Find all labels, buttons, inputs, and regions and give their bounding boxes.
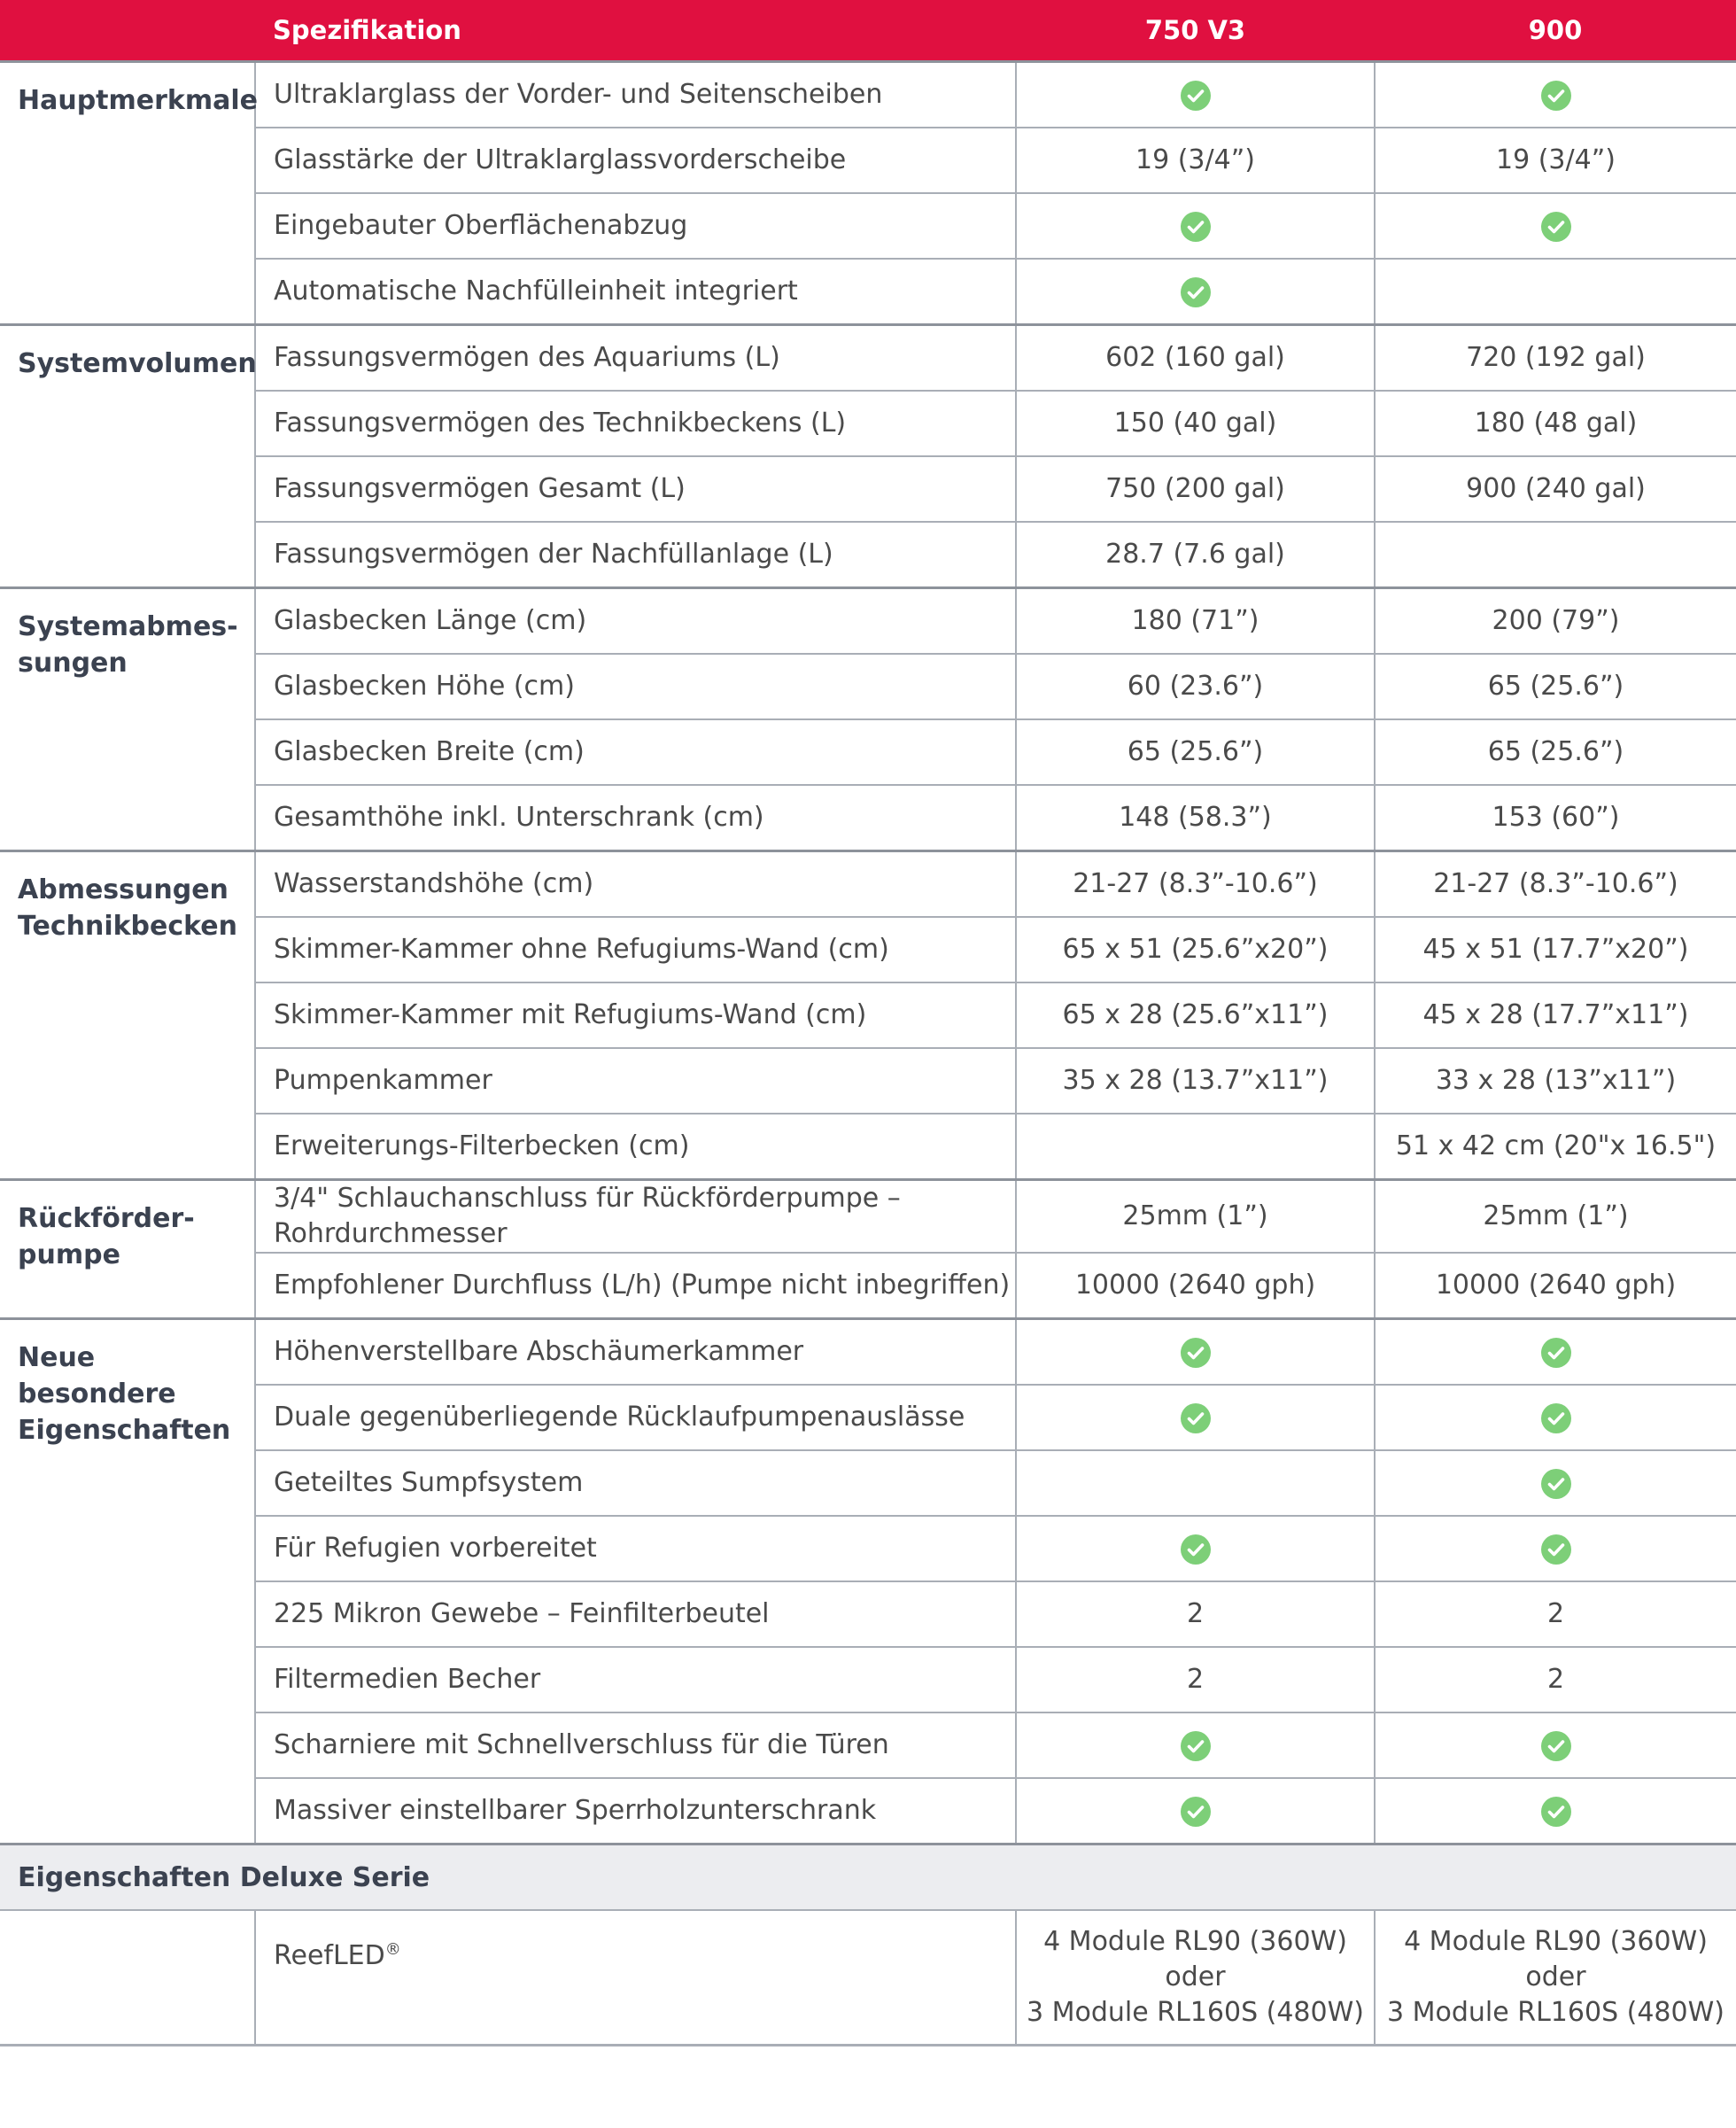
value-750-cell xyxy=(1016,62,1375,128)
check-circle-icon xyxy=(1181,1534,1211,1565)
value-750-cell xyxy=(1016,1712,1375,1778)
empty-category-cell xyxy=(0,1910,255,2046)
reefled-option-line: 3 Module RL160S (480W) xyxy=(1027,1997,1364,2028)
value-900-cell: 45 x 28 (17.7”x11”) xyxy=(1375,982,1736,1048)
header-empty xyxy=(0,0,255,62)
value-900-cell: 51 x 42 cm (20"x 16.5") xyxy=(1375,1114,1736,1180)
value-900-cell: 10000 (2640 gph) xyxy=(1375,1253,1736,1319)
value-900-cell: 2 xyxy=(1375,1647,1736,1712)
table-row xyxy=(0,193,1736,259)
value-750-cell: 65 x 28 (25.6”x11”) xyxy=(1016,982,1375,1048)
check-circle-icon xyxy=(1541,81,1571,111)
check-circle-icon xyxy=(1181,1797,1211,1827)
value-750-cell xyxy=(1016,1385,1375,1450)
header-model-750: 750 V3 xyxy=(1016,0,1375,62)
spec-label: Automatische Nachfülleinheit integriert xyxy=(255,259,1016,325)
spec-body xyxy=(0,62,1736,2046)
value-900-cell: 153 (60”) xyxy=(1375,785,1736,851)
value-900-cell xyxy=(1375,1319,1736,1386)
spec-label: Massiver einstellbarer Sperrholzunterschrank xyxy=(255,1778,1016,1845)
value-750-cell xyxy=(1016,1910,1375,2046)
table-row xyxy=(0,1450,1736,1516)
value-750-cell: 28.7 (7.6 gal) xyxy=(1016,522,1375,588)
value-750-cell: 180 (71”) xyxy=(1016,588,1375,655)
reefled-option-line: 3 Module RL160S (480W) xyxy=(1387,1997,1724,2028)
check-circle-icon xyxy=(1181,1731,1211,1761)
value-900-cell xyxy=(1375,259,1736,325)
value-900-cell xyxy=(1375,1712,1736,1778)
check-circle-icon xyxy=(1181,1403,1211,1433)
header-spec: Spezifikation xyxy=(255,0,1016,62)
header-row xyxy=(0,0,1736,62)
spec-label: Geteiltes Sumpfsystem xyxy=(255,1450,1016,1516)
table-row xyxy=(0,982,1736,1048)
spec-label: Für Refugien vorbereitet xyxy=(255,1516,1016,1581)
table-row xyxy=(0,719,1736,785)
value-900-cell xyxy=(1375,1516,1736,1581)
value-900-cell: 200 (79”) xyxy=(1375,588,1736,655)
check-circle-icon xyxy=(1181,212,1211,242)
category-label: Systemabmes- sungen xyxy=(0,588,255,851)
table-row xyxy=(0,1712,1736,1778)
value-750-cell xyxy=(1016,1516,1375,1581)
value-900-cell: 45 x 51 (17.7”x20”) xyxy=(1375,917,1736,982)
check-circle-icon xyxy=(1541,212,1571,242)
registered-mark: ® xyxy=(384,1940,401,1959)
value-750-cell: 19 (3/4”) xyxy=(1016,128,1375,193)
spec-label: Glasbecken Höhe (cm) xyxy=(255,654,1016,719)
check-circle-icon xyxy=(1181,277,1211,307)
check-circle-icon xyxy=(1541,1469,1571,1499)
spec-label: Fassungsvermögen der Nachfüllanlage (L) xyxy=(255,522,1016,588)
value-750-cell: 148 (58.3”) xyxy=(1016,785,1375,851)
table-row xyxy=(0,325,1736,392)
spec-label: Pumpenkammer xyxy=(255,1048,1016,1114)
value-900-cell: 19 (3/4”) xyxy=(1375,128,1736,193)
spec-label: Glasbecken Länge (cm) xyxy=(255,588,1016,655)
header-model-900: 900 xyxy=(1375,0,1736,62)
table-row xyxy=(0,654,1736,719)
category-label: Rückförder- pumpe xyxy=(0,1180,255,1319)
reefled-option-line: oder xyxy=(1525,1961,1586,1992)
value-750-cell: 750 (200 gal) xyxy=(1016,456,1375,522)
value-900-cell: 2 xyxy=(1375,1581,1736,1647)
value-900-cell xyxy=(1375,1910,1736,2046)
table-row xyxy=(0,917,1736,982)
value-900-cell xyxy=(1375,522,1736,588)
value-750-cell: 65 x 51 (25.6”x20”) xyxy=(1016,917,1375,982)
value-750-cell xyxy=(1016,1114,1375,1180)
check-circle-icon xyxy=(1541,1731,1571,1761)
spec-label: Empfohlener Durchfluss (L/h) (Pumpe nicht inbegriffen) xyxy=(255,1253,1016,1319)
value-900-cell: 65 (25.6”) xyxy=(1375,654,1736,719)
table-row xyxy=(0,1778,1736,1845)
category-label: Abmessungen Technikbecken xyxy=(0,851,255,1180)
value-750-cell xyxy=(1016,193,1375,259)
spec-label: Fassungsvermögen Gesamt (L) xyxy=(255,456,1016,522)
value-750-cell xyxy=(1016,1778,1375,1845)
value-900-cell xyxy=(1375,62,1736,128)
check-circle-icon xyxy=(1541,1797,1571,1827)
spec-label: Glasstärke der Ultraklarglassvorderscheibe xyxy=(255,128,1016,193)
spec-label: Skimmer-Kammer mit Refugiums-Wand (cm) xyxy=(255,982,1016,1048)
value-900-cell: 900 (240 gal) xyxy=(1375,456,1736,522)
spec-label: 3/4" Schlauchanschluss für Rückförderpumpe – Rohrdurchmesser xyxy=(255,1180,1016,1254)
spec-label: Filtermedien Becher xyxy=(255,1647,1016,1712)
table-row xyxy=(0,851,1736,918)
value-900-cell: 720 (192 gal) xyxy=(1375,325,1736,392)
value-900-cell: 33 x 28 (13”x11”) xyxy=(1375,1048,1736,1114)
table-row xyxy=(0,259,1736,325)
value-750-cell: 60 (23.6”) xyxy=(1016,654,1375,719)
value-750-cell: 21-27 (8.3”-10.6”) xyxy=(1016,851,1375,918)
table-row xyxy=(0,1319,1736,1386)
value-750-cell: 2 xyxy=(1016,1647,1375,1712)
table-row xyxy=(0,1253,1736,1319)
spec-label: Fassungsvermögen des Technikbeckens (L) xyxy=(255,391,1016,456)
category-label: Neue besondere Eigenschaften xyxy=(0,1319,255,1845)
reefled-option-line: 4 Module RL90 (360W) xyxy=(1043,1926,1347,1957)
table-row xyxy=(0,128,1736,193)
table-row xyxy=(0,62,1736,128)
value-750-cell: 10000 (2640 gph) xyxy=(1016,1253,1375,1319)
spec-label: Duale gegenüberliegende Rücklaufpumpenauslässe xyxy=(255,1385,1016,1450)
value-900-cell: 180 (48 gal) xyxy=(1375,391,1736,456)
table-row xyxy=(0,391,1736,456)
spec-label: Scharniere mit Schnellverschluss für die Türen xyxy=(255,1712,1016,1778)
value-750-cell: 35 x 28 (13.7”x11”) xyxy=(1016,1048,1375,1114)
value-750-cell: 602 (160 gal) xyxy=(1016,325,1375,392)
check-circle-icon xyxy=(1181,1338,1211,1368)
value-900-cell xyxy=(1375,193,1736,259)
deluxe-header-row xyxy=(0,1845,1736,1911)
table-row xyxy=(0,1516,1736,1581)
spec-label: Eingebauter Oberflächenabzug xyxy=(255,193,1016,259)
value-750-cell: 65 (25.6”) xyxy=(1016,719,1375,785)
table-row xyxy=(0,785,1736,851)
spec-label: 225 Mikron Gewebe – Feinfilterbeutel xyxy=(255,1581,1016,1647)
spec-label: Wasserstandshöhe (cm) xyxy=(255,851,1016,918)
spec-label: Höhenverstellbare Abschäumerkammer xyxy=(255,1319,1016,1386)
deluxe-section-title: Eigenschaften Deluxe Serie xyxy=(0,1845,1736,1911)
reefled-option-line: oder xyxy=(1165,1961,1226,1992)
check-circle-icon xyxy=(1181,81,1211,111)
table-row xyxy=(0,588,1736,655)
check-circle-icon xyxy=(1541,1338,1571,1368)
table-row xyxy=(0,456,1736,522)
value-900-cell xyxy=(1375,1778,1736,1845)
table-row xyxy=(0,522,1736,588)
spec-label: Ultraklarglass der Vorder- und Seitenscheiben xyxy=(255,62,1016,128)
table-row xyxy=(0,1048,1736,1114)
value-900-cell xyxy=(1375,1450,1736,1516)
table-row xyxy=(0,1385,1736,1450)
value-750-cell: 25mm (1”) xyxy=(1016,1180,1375,1254)
spec-label: Erweiterungs-Filterbecken (cm) xyxy=(255,1114,1016,1180)
category-label: Hauptmerkmale xyxy=(0,62,255,325)
value-900-cell: 25mm (1”) xyxy=(1375,1180,1736,1254)
value-750-cell xyxy=(1016,1450,1375,1516)
table-row xyxy=(0,1114,1736,1180)
spec-label: Fassungsvermögen des Aquariums (L) xyxy=(255,325,1016,392)
table-row xyxy=(0,1180,1736,1254)
spec-label: Glasbecken Breite (cm) xyxy=(255,719,1016,785)
reefled-option-line: 4 Module RL90 (360W) xyxy=(1404,1926,1708,1957)
table-row xyxy=(0,1647,1736,1712)
spec-label: Skimmer-Kammer ohne Refugiums-Wand (cm) xyxy=(255,917,1016,982)
value-750-cell xyxy=(1016,259,1375,325)
table-row xyxy=(0,1581,1736,1647)
value-900-cell xyxy=(1375,1385,1736,1450)
spec-label xyxy=(255,1910,1016,2046)
reefled-label: ReefLED xyxy=(274,1940,385,1971)
check-circle-icon xyxy=(1541,1403,1571,1433)
table-row xyxy=(0,1910,1736,2046)
value-900-cell: 21-27 (8.3”-10.6”) xyxy=(1375,851,1736,918)
value-900-cell: 65 (25.6”) xyxy=(1375,719,1736,785)
spec-label: Gesamthöhe inkl. Unterschrank (cm) xyxy=(255,785,1016,851)
value-750-cell xyxy=(1016,1319,1375,1386)
check-circle-icon xyxy=(1541,1534,1571,1565)
value-750-cell: 150 (40 gal) xyxy=(1016,391,1375,456)
value-750-cell: 2 xyxy=(1016,1581,1375,1647)
category-label: Systemvolumen xyxy=(0,325,255,588)
